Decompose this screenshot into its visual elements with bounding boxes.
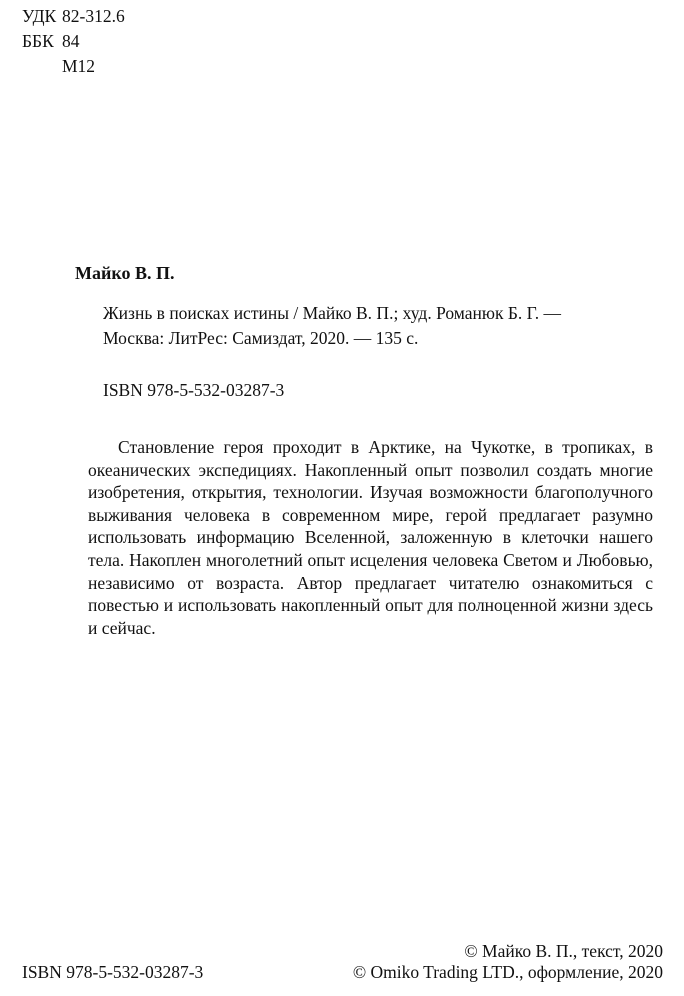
biblio-line-1: Жизнь в поисках истины / Майко В. П.; худ. Романюк Б. Г. — [103,303,562,323]
author-heading: Майко В. П. [75,263,175,283]
footer-isbn: ISBN 978-5-532-03287-3 [22,962,204,982]
isbn: ISBN 978-5-532-03287-3 [103,380,285,400]
udk-label: УДК [22,6,57,26]
bbk-label: ББК [22,31,54,51]
abstract-paragraph: Становление героя проходит в Арктике, на Чукотке, в тропиках, в океанических экспедициях. Накопленный опыт позволил создать многие изобретения, открытия, технологии. Изучая возможности благополучного выживания человека в современном мире, герой предлагает разумно использовать информацию Вселенной, заложенную в клеточки нашего тела. Накоплен многолетний опыт исцеления человека Светом и Любовью, независимо от возраста. Автор предлагает читателю ознакомиться с повестью и использовать накопленный опыт для полноценной жизни здесь и сейчас. [88,437,653,638]
udk-value: 82-312.6 [62,6,125,26]
author-mark: М12 [62,56,96,76]
bbk-value: 84 [62,31,80,51]
copyright-text: © Майко В. П., текст, 2020 [464,941,663,961]
biblio-line-2: Москва: ЛитРес: Самиздат, 2020. — 135 с. [103,328,419,348]
copyright-design: © Omiko Trading LTD., оформление, 2020 [352,962,663,982]
